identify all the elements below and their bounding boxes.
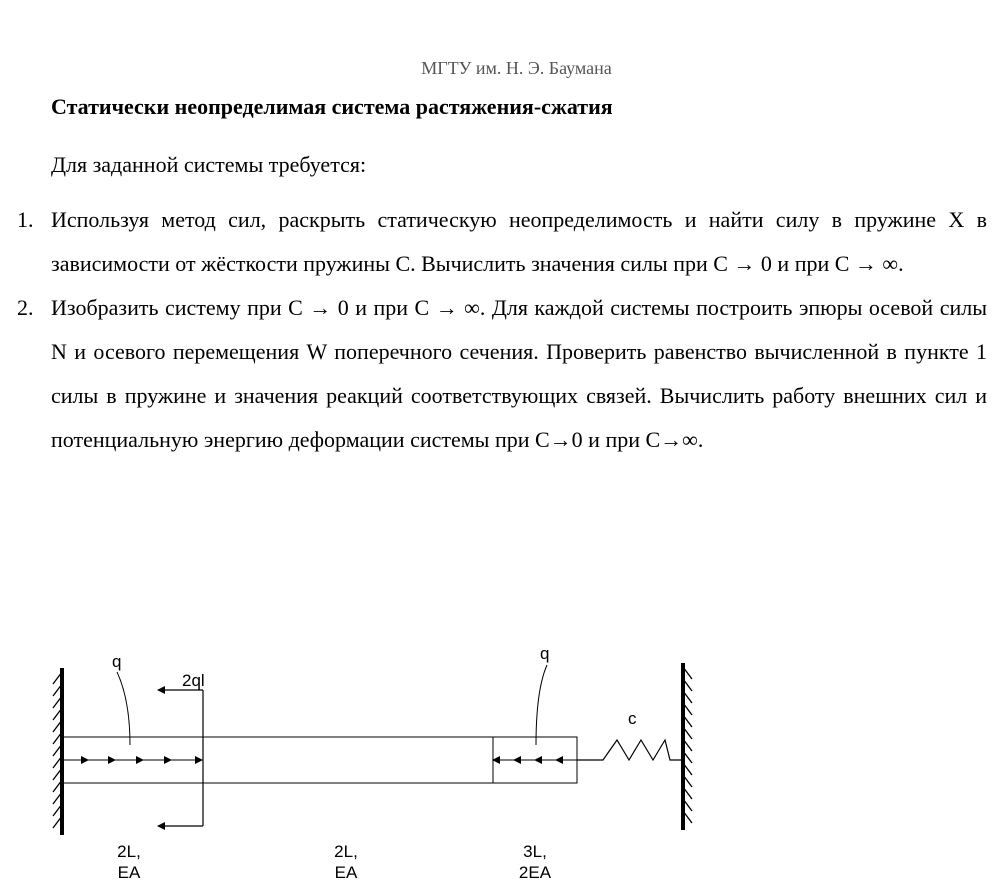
- force-label: 2ql: [182, 671, 205, 690]
- segment-1-stiffness: EA: [117, 863, 141, 882]
- task-text: Изобразить систему при С → 0 и при С → ∞. Для каждой системы построить эпюры осевой силы N и осевого перемещения W поперечного сечения. Проверить равенство вычисленной в пункте 1 силы в пружине и значения реакций соответствующих связей. Вычислить работу внешних сил и потенциальную энергию деформации системы при С→0 и при С→∞.: [51, 295, 987, 452]
- segment-1-length: 2L,: [117, 842, 141, 861]
- force-2ql: [158, 690, 203, 826]
- load-right-label: q: [540, 644, 550, 663]
- left-wall-support: [53, 668, 62, 835]
- segment-2-stiffness: EA: [334, 863, 358, 882]
- task-item: [0, 286, 987, 462]
- spring-label: c: [628, 709, 637, 728]
- spring: [577, 740, 683, 760]
- page-header: МГТУ им. Н. Э. Баумана: [421, 58, 612, 78]
- segment-2-length: 2L,: [334, 842, 358, 861]
- segment-3-length: 3L,: [523, 842, 547, 861]
- task-text: Используя метод сил, раскрыть статическую неопределимость и найти силу в пружине X в зависимости от жёсткости пружины С. Вычислить значения силы при С → 0 и при С → ∞.: [51, 207, 987, 276]
- problem-title: Статически неопределимая система растяжения-сжатия: [51, 94, 613, 119]
- task-list: [0, 198, 987, 462]
- load-left-label: q: [112, 652, 122, 671]
- system-diagram: [0, 630, 1000, 893]
- task-number: 1.: [17, 207, 34, 232]
- load-left-leader: [117, 672, 130, 745]
- right-wall-support: [683, 663, 692, 830]
- task-number: 2.: [17, 295, 34, 320]
- load-right-leader: [536, 665, 547, 745]
- segment-3-stiffness: 2EA: [518, 863, 552, 882]
- task-item: [0, 198, 987, 286]
- problem-intro: Для заданной системы требуется:: [51, 152, 367, 177]
